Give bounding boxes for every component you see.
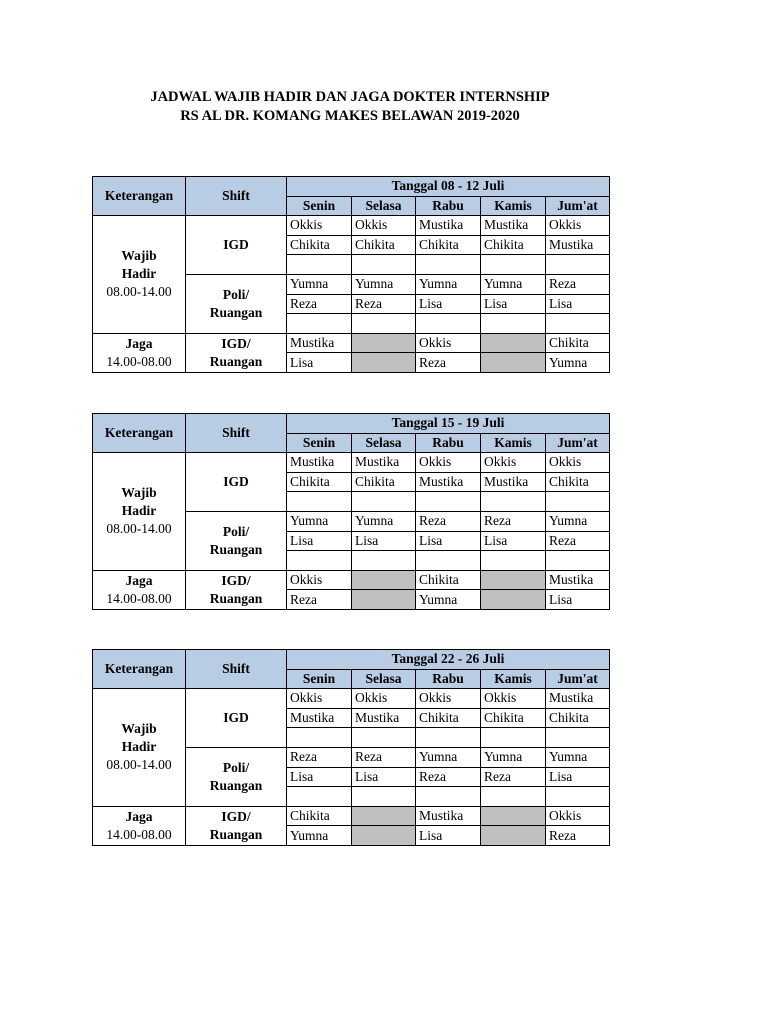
jaga-cell: Chikita <box>416 570 481 590</box>
poli-cell <box>287 787 352 807</box>
igd-cell <box>546 492 610 512</box>
igd-cell <box>416 492 481 512</box>
igd-cell <box>287 255 352 275</box>
shift-igd: IGD <box>186 689 287 748</box>
poli-cell <box>481 314 546 334</box>
jaga-cell: Okkis <box>287 570 352 590</box>
igd-cell: Mustika <box>546 235 610 255</box>
poli-cell: Reza <box>546 274 610 294</box>
wajib-hadir-label: Wajib Hadir 08.00-14.00 <box>93 216 186 334</box>
poli-cell: Lisa <box>287 531 352 551</box>
igd-cell <box>546 728 610 748</box>
jaga-cell: Mustika <box>416 806 481 826</box>
keterangan-header: Keterangan <box>93 177 186 216</box>
day-header-0: Senin <box>287 669 352 689</box>
poli-cell <box>546 314 610 334</box>
poli-cell <box>352 787 416 807</box>
jaga-cell <box>481 353 546 373</box>
day-header-1: Selasa <box>352 669 416 689</box>
igd-cell: Mustika <box>287 708 352 728</box>
jaga-cell: Yumna <box>546 353 610 373</box>
jaga-cell <box>352 353 416 373</box>
jaga-cell <box>481 333 546 353</box>
jaga-cell: Chikita <box>287 806 352 826</box>
day-header-2: Rabu <box>416 196 481 216</box>
poli-cell <box>481 551 546 571</box>
igd-cell <box>352 255 416 275</box>
igd-cell: Chikita <box>416 708 481 728</box>
poli-cell: Reza <box>352 747 416 767</box>
poli-cell: Reza <box>481 511 546 531</box>
igd-cell <box>481 255 546 275</box>
poli-cell: Reza <box>481 767 546 787</box>
igd-cell: Chikita <box>287 235 352 255</box>
jaga-cell: Lisa <box>287 353 352 373</box>
igd-cell: Okkis <box>481 453 546 473</box>
poli-cell <box>352 551 416 571</box>
igd-cell: Chikita <box>416 235 481 255</box>
jaga-label: Jaga 14.00-08.00 <box>93 806 186 845</box>
poli-cell: Reza <box>287 747 352 767</box>
poli-cell <box>352 314 416 334</box>
igd-cell: Mustika <box>287 453 352 473</box>
day-header-0: Senin <box>287 196 352 216</box>
shift-igd-ruangan: IGD/ Ruangan <box>186 333 287 372</box>
poli-cell: Lisa <box>416 531 481 551</box>
poli-cell: Lisa <box>352 767 416 787</box>
igd-cell: Okkis <box>546 453 610 473</box>
jaga-cell <box>481 806 546 826</box>
poli-cell: Lisa <box>546 294 610 314</box>
shift-igd-ruangan: IGD/ Ruangan <box>186 570 287 609</box>
poli-cell <box>416 551 481 571</box>
day-header-4: Jum'at <box>546 433 610 453</box>
igd-cell: Chikita <box>546 472 610 492</box>
day-header-3: Kamis <box>481 433 546 453</box>
poli-cell <box>287 551 352 571</box>
igd-cell: Mustika <box>481 472 546 492</box>
shift-header: Shift <box>186 177 287 216</box>
keterangan-header: Keterangan <box>93 650 186 689</box>
jaga-cell: Mustika <box>287 333 352 353</box>
jaga-cell: Yumna <box>416 590 481 610</box>
schedule-table-week-1 <box>92 176 610 373</box>
shift-poli-ruangan: Poli/ Ruangan <box>186 511 287 570</box>
igd-cell: Chikita <box>352 235 416 255</box>
poli-cell: Yumna <box>416 274 481 294</box>
igd-cell: Chikita <box>546 708 610 728</box>
jaga-cell <box>352 806 416 826</box>
poli-cell: Lisa <box>352 531 416 551</box>
igd-cell: Mustika <box>416 472 481 492</box>
poli-cell <box>481 787 546 807</box>
igd-cell: Chikita <box>481 708 546 728</box>
jaga-cell: Okkis <box>546 806 610 826</box>
document-subtitle: RS AL DR. KOMANG MAKES BELAWAN 2019-2020 <box>180 108 520 124</box>
poli-cell: Lisa <box>481 531 546 551</box>
igd-cell: Mustika <box>546 689 610 709</box>
poli-cell <box>546 551 610 571</box>
shift-header: Shift <box>186 650 287 689</box>
poli-cell <box>546 787 610 807</box>
igd-cell: Chikita <box>481 235 546 255</box>
jaga-cell: Chikita <box>546 333 610 353</box>
jaga-cell <box>352 826 416 846</box>
jaga-cell <box>481 590 546 610</box>
jaga-cell: Yumna <box>287 826 352 846</box>
wajib-hadir-label: Wajib Hadir 08.00-14.00 <box>93 453 186 571</box>
day-header-0: Senin <box>287 433 352 453</box>
igd-cell <box>287 728 352 748</box>
wajib-hadir-label: Wajib Hadir 08.00-14.00 <box>93 689 186 807</box>
shift-igd-ruangan: IGD/ Ruangan <box>186 806 287 845</box>
jaga-cell: Reza <box>287 590 352 610</box>
jaga-cell: Lisa <box>416 826 481 846</box>
poli-cell: Reza <box>416 511 481 531</box>
jaga-cell <box>481 570 546 590</box>
poli-cell: Yumna <box>352 274 416 294</box>
day-header-3: Kamis <box>481 669 546 689</box>
poli-cell <box>416 787 481 807</box>
igd-cell: Okkis <box>287 689 352 709</box>
igd-cell <box>481 492 546 512</box>
igd-cell <box>352 728 416 748</box>
igd-cell: Okkis <box>546 216 610 236</box>
poli-cell: Yumna <box>481 747 546 767</box>
igd-cell: Okkis <box>287 216 352 236</box>
day-header-4: Jum'at <box>546 669 610 689</box>
jaga-cell <box>352 333 416 353</box>
igd-cell: Okkis <box>481 689 546 709</box>
igd-cell <box>416 728 481 748</box>
igd-cell <box>416 255 481 275</box>
shift-igd: IGD <box>186 216 287 275</box>
igd-cell: Mustika <box>416 216 481 236</box>
date-range-header: Tanggal 15 - 19 Juli <box>287 414 610 434</box>
igd-cell <box>481 728 546 748</box>
igd-cell <box>287 492 352 512</box>
schedule-table-week-2 <box>92 413 610 610</box>
igd-cell: Chikita <box>352 472 416 492</box>
date-range-header: Tanggal 08 - 12 Juli <box>287 177 610 197</box>
poli-cell: Reza <box>287 294 352 314</box>
igd-cell: Mustika <box>352 708 416 728</box>
jaga-cell <box>352 590 416 610</box>
document-title: JADWAL WAJIB HADIR DAN JAGA DOKTER INTERNSHIP <box>150 89 550 105</box>
jaga-cell <box>481 826 546 846</box>
poli-cell: Yumna <box>481 274 546 294</box>
poli-cell <box>287 314 352 334</box>
day-header-2: Rabu <box>416 433 481 453</box>
jaga-cell: Okkis <box>416 333 481 353</box>
igd-cell: Okkis <box>352 689 416 709</box>
igd-cell: Okkis <box>416 453 481 473</box>
poli-cell: Lisa <box>287 767 352 787</box>
poli-cell <box>416 314 481 334</box>
day-header-1: Selasa <box>352 196 416 216</box>
shift-igd: IGD <box>186 453 287 512</box>
poli-cell: Yumna <box>546 511 610 531</box>
poli-cell: Yumna <box>287 274 352 294</box>
poli-cell: Lisa <box>481 294 546 314</box>
day-header-1: Selasa <box>352 433 416 453</box>
jaga-cell: Reza <box>546 826 610 846</box>
igd-cell: Mustika <box>352 453 416 473</box>
shift-poli-ruangan: Poli/ Ruangan <box>186 274 287 333</box>
shift-header: Shift <box>186 414 287 453</box>
shift-poli-ruangan: Poli/ Ruangan <box>186 747 287 806</box>
poli-cell: Reza <box>546 531 610 551</box>
poli-cell: Reza <box>352 294 416 314</box>
poli-cell: Yumna <box>546 747 610 767</box>
poli-cell: Yumna <box>352 511 416 531</box>
jaga-label: Jaga 14.00-08.00 <box>93 570 186 609</box>
schedule-table-week-3 <box>92 649 610 846</box>
jaga-cell: Reza <box>416 353 481 373</box>
poli-cell: Reza <box>416 767 481 787</box>
day-header-2: Rabu <box>416 669 481 689</box>
day-header-4: Jum'at <box>546 196 610 216</box>
jaga-cell: Lisa <box>546 590 610 610</box>
poli-cell: Lisa <box>546 767 610 787</box>
igd-cell: Okkis <box>352 216 416 236</box>
poli-cell: Yumna <box>416 747 481 767</box>
poli-cell: Yumna <box>287 511 352 531</box>
day-header-3: Kamis <box>481 196 546 216</box>
jaga-cell <box>352 570 416 590</box>
jaga-label: Jaga 14.00-08.00 <box>93 333 186 372</box>
igd-cell <box>352 492 416 512</box>
igd-cell: Okkis <box>416 689 481 709</box>
poli-cell: Lisa <box>416 294 481 314</box>
igd-cell: Chikita <box>287 472 352 492</box>
igd-cell <box>546 255 610 275</box>
keterangan-header: Keterangan <box>93 414 186 453</box>
jaga-cell: Mustika <box>546 570 610 590</box>
igd-cell: Mustika <box>481 216 546 236</box>
date-range-header: Tanggal 22 - 26 Juli <box>287 650 610 670</box>
